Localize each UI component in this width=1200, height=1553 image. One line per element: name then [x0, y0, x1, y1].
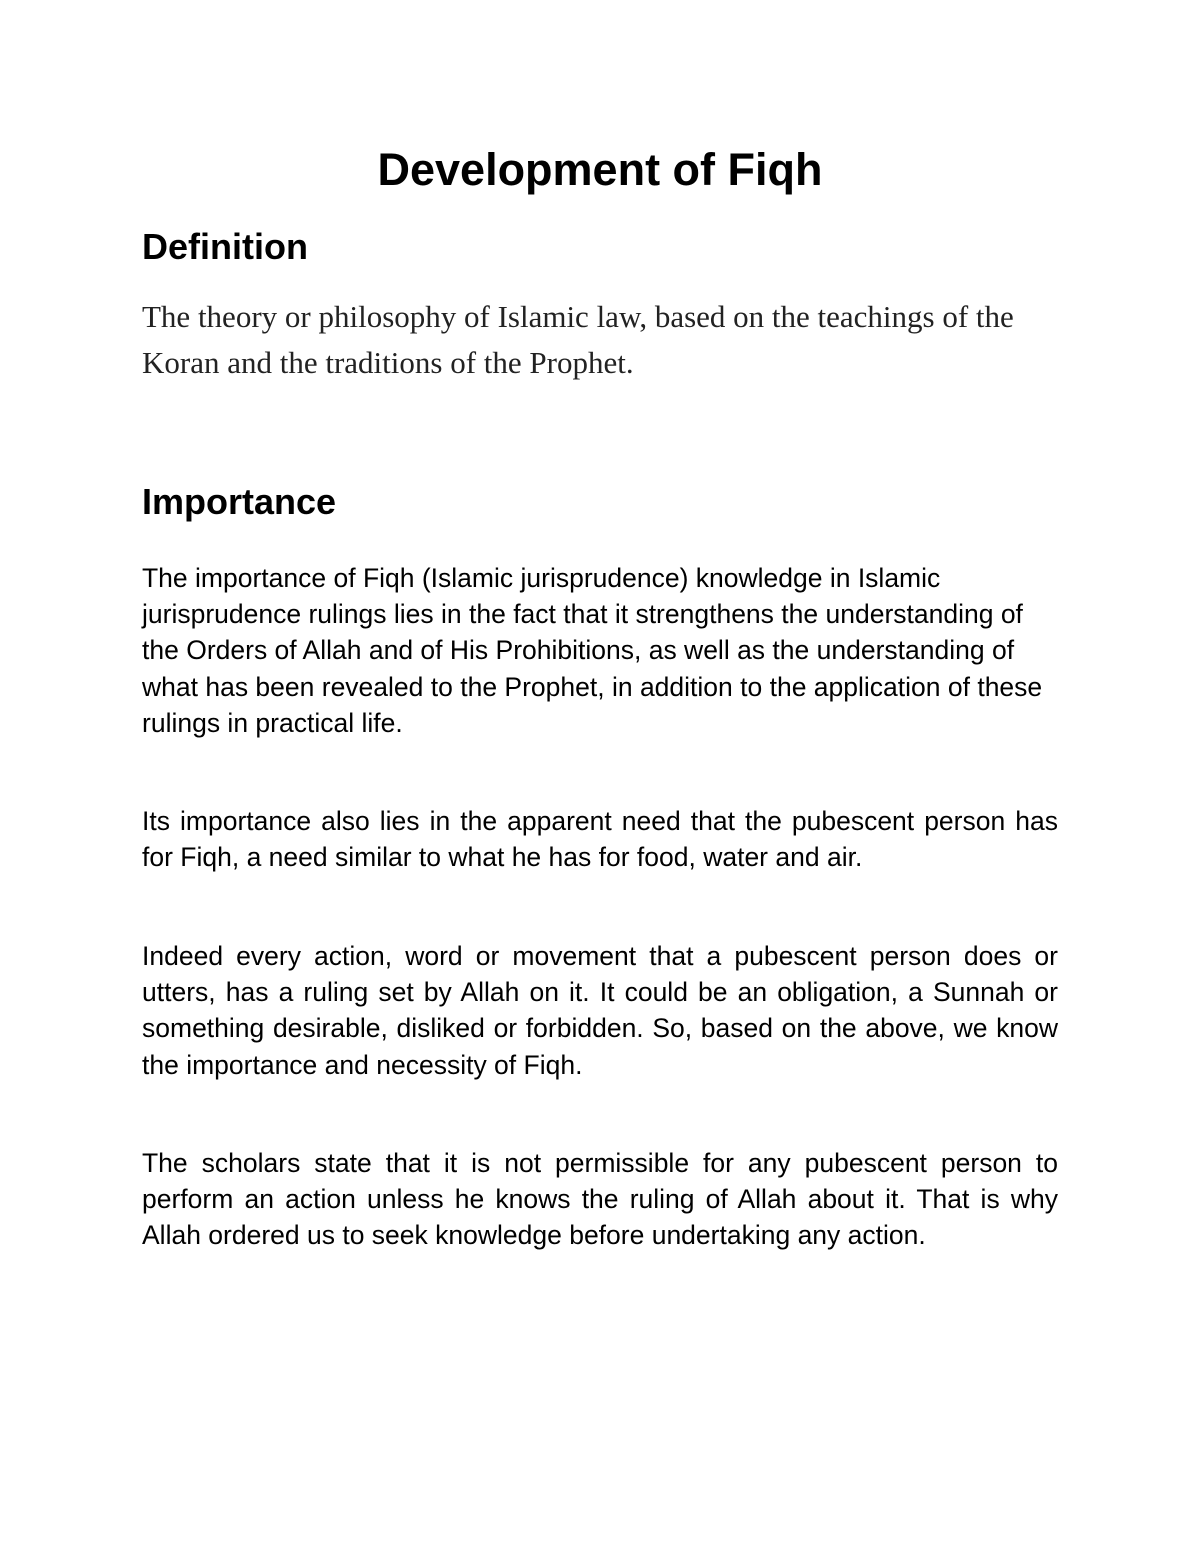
- document-title: Development of Fiqh: [377, 144, 823, 195]
- importance-paragraph-1: The importance of Fiqh (Islamic jurisprudence) knowledge in Islamic jurisprudence rulings lies in the fact that it strengthens the understanding of the Orders of Allah and of His Prohibitions, as well as the understanding of what has been revealed to the Prophet, in addition to the application of these rulings in practical life.: [142, 563, 1043, 738]
- section-heading-importance: Importance: [142, 481, 337, 522]
- importance-paragraph-2: Its importance also lies in the apparent need that the pubescent person has for Fiqh, a need similar to what he has for food, water and air.: [142, 806, 1058, 873]
- importance-paragraph-3: Indeed every action, word or movement that a pubescent person does or utters, has a ruling set by Allah on it. It could be an obligation, a Sunnah or something desirable, disliked or forbidden. So, based on the above, we know the importance and necessity of Fiqh.: [142, 941, 1058, 1080]
- importance-paragraph-4: The scholars state that it is not permissible for any pubescent person to perform an action unless he knows the ruling of Allah about it. That is why Allah ordered us to seek knowledge before undertaking any action.: [142, 1148, 1058, 1251]
- section-heading-definition: Definition: [142, 226, 308, 267]
- definition-paragraph: The theory or philosophy of Islamic law, based on the teachings of the Koran and the traditions of the Prophet.: [142, 299, 1014, 380]
